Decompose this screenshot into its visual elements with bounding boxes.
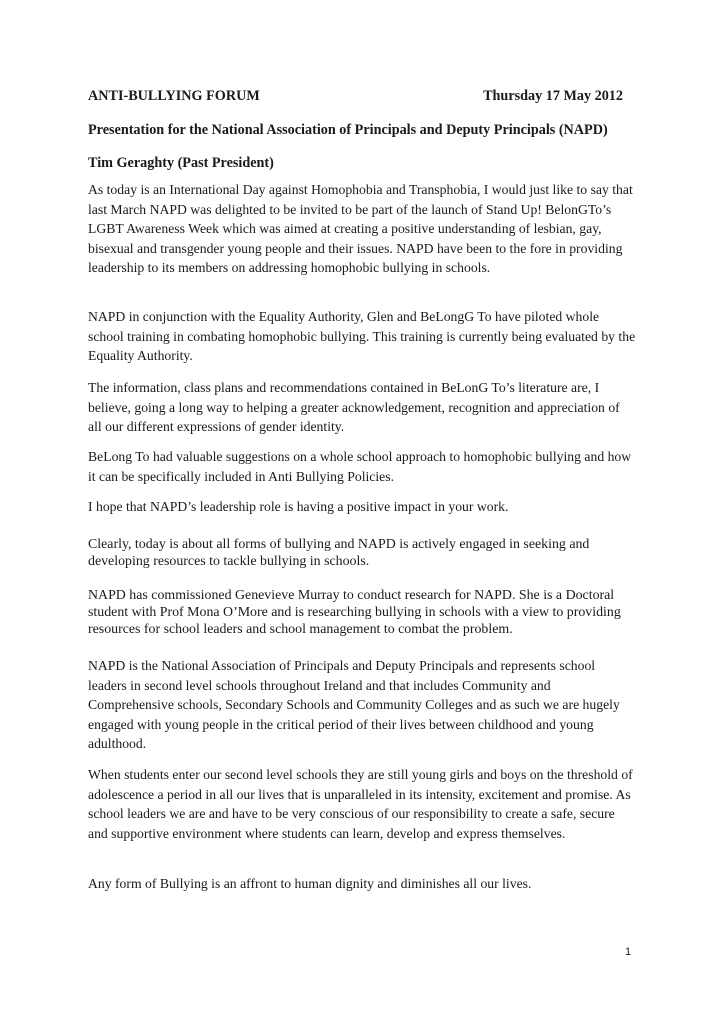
paragraph: Any form of Bullying is an affront to human dignity and diminishes all our lives.: [88, 876, 532, 891]
paragraph: When students enter our second level schools they are still young girls and boys on the threshold of adolescence a period in all our lives that is unparalleled in its intensity, excitement and promise. As school leaders we are and have to be very conscious of our responsibility to create a safe, secure and supportive environment where students can learn, develop and express themselves.: [88, 767, 633, 841]
paragraph: BeLong To had valuable suggestions on a whole school approach to homophobic bullying and how it can be specifically included in Anti Bullying Policies.: [88, 449, 632, 484]
paragraph: NAPD in conjunction with the Equality Authority, Glen and BeLongG To have piloted whole school training in combating homophobic bullying. This training is currently being evaluated by the Equality Authority.: [88, 309, 636, 364]
paragraph: NAPD is the National Association of Principals and Deputy Principals and represents school leaders in second level schools throughout Ireland and that includes Community and Comprehensive schools, Secondary Schools and Community Colleges and as such we are hugely engaged with young people in the critical period of their lives between childhood and young adulthood.: [88, 658, 620, 752]
paragraph: The information, class plans and recommendations contained in BeLonG To’s literature are, I believe, going a long way to helping a greater acknowledgement, recognition and appreciation of all our different expressions of gender identity.: [88, 380, 620, 435]
paragraph: As today is an International Day against Homophobia and Transphobia, I would just like to say that last March NAPD was delighted to be invited to be part of the launch of Stand Up! BelonGTo’s LGBT Awareness Week which was aimed at creating a positive understanding of lesbian, gay, bisexual and transgender young people and their issues. NAPD have been to the fore in providing leadership to its members on addressing homophobic bullying in schools.: [88, 182, 633, 276]
document-header: [88, 88, 633, 108]
page-number: 1: [625, 946, 632, 958]
event-date: Thursday 17 May 2012: [483, 88, 623, 104]
author-line: Tim Geraghty (Past President): [88, 155, 274, 171]
paragraph: NAPD has commissioned Genevieve Murray to conduct research for NAPD. She is a Doctoral student with Prof Mona O’More and is researching bullying in schools with a view to providing resources for school leaders and school management to combat the problem.: [88, 588, 621, 637]
forum-title: ANTI-BULLYING FORUM: [88, 88, 260, 104]
paragraph: I hope that NAPD’s leadership role is having a positive impact in your work.: [88, 499, 509, 514]
presentation-subtitle: Presentation for the National Association of Principals and Deputy Principals (NAPD): [88, 122, 608, 138]
paragraph: Clearly, today is about all forms of bullying and NAPD is actively engaged in seeking and developing resources to tackle bullying in schools.: [88, 537, 590, 569]
